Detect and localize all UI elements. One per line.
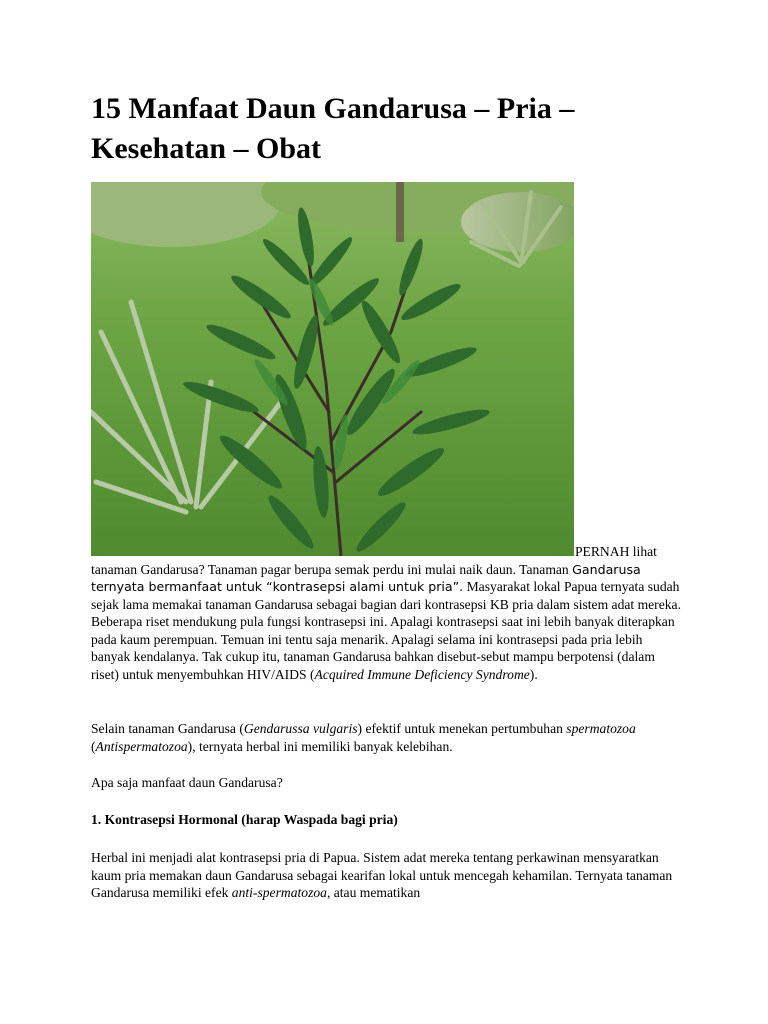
intro-text-3: ). <box>529 666 538 682</box>
section-heading-1: 1. Kontrasepsi Hormonal (harap Waspada bagi pria) <box>91 812 398 827</box>
para5-text-a: Herbal ini menjadi alat kontrasepsi pria di Papua. Sistem adat mereka tentang perkawinan mensyaratkan kaum pria memakan daun Gandarusa sebagai kearifan lokal untuk mencegah kehamilan. Ternyata tanaman Gandarusa memiliki efek <box>91 850 673 900</box>
paragraph-species <box>91 720 681 755</box>
para2-text-g: ), ternyata herbal ini memiliki banyak kelebihan. <box>187 738 453 754</box>
para2-text-a: Selain tanaman Gandarusa ( <box>91 721 244 736</box>
paragraph-section-1 <box>91 849 681 902</box>
intro-sans-text: Gandarusa ternyata bermanfaat untuk “kontrasepsi alami untuk pria”. <box>91 561 641 594</box>
para2-italic-spermatozoa: spermatozoa <box>566 721 636 736</box>
para2-text-e: ( <box>91 738 96 754</box>
intro-italic-term: Acquired Immune Deficiency Syndrome <box>314 666 530 682</box>
para5-text-c: , atau mematikan <box>326 885 421 900</box>
gandarusa-plant-photo <box>91 182 574 556</box>
intro-paragraph <box>91 543 681 683</box>
intro-first-line: PERNAH lihat <box>575 544 657 559</box>
paragraph-question: Apa saja manfaat daun Gandarusa? <box>91 775 283 790</box>
para5-italic-term: anti-spermatozoa <box>231 885 327 900</box>
para2-text-c: ) efektif untuk menekan pertumbuhan <box>357 721 567 736</box>
para2-italic-species: Gendarussa vulgaris <box>243 721 358 736</box>
intro-text-2: Masyarakat lokal Papua ternyata sudah sejak lama memakai tanaman Gandarusa sebagai bagian dari kontrasepsi KB pria dalam sistem adat mereka. Beberapa riset mendukung pula fungsi kontrasepsi ini. Apalagi kontrasepsi saat ini lebih banyak diterapkan pada kaum perempuan. Temuan ini tentu saja menarik. Apalagi selama ini kontrasepsi pada pria lebih banyak kendalanya. Tak cukup itu, tanaman Gandarusa bahkan disebut-sebut mampu berpotensi (dalam riset) untuk menyembuhkan HIV/AIDS ( <box>91 579 681 682</box>
intro-text-1: tanaman Gandarusa? Tanaman pagar berupa semak perdu ini mulai naik daun. Tanaman <box>91 561 573 577</box>
article-title: 15 Manfaat Daun Gandarusa – Pria – Kesehatan – Obat <box>91 92 575 165</box>
para2-italic-antispermatozoa: Antispermatozoa <box>95 738 188 754</box>
